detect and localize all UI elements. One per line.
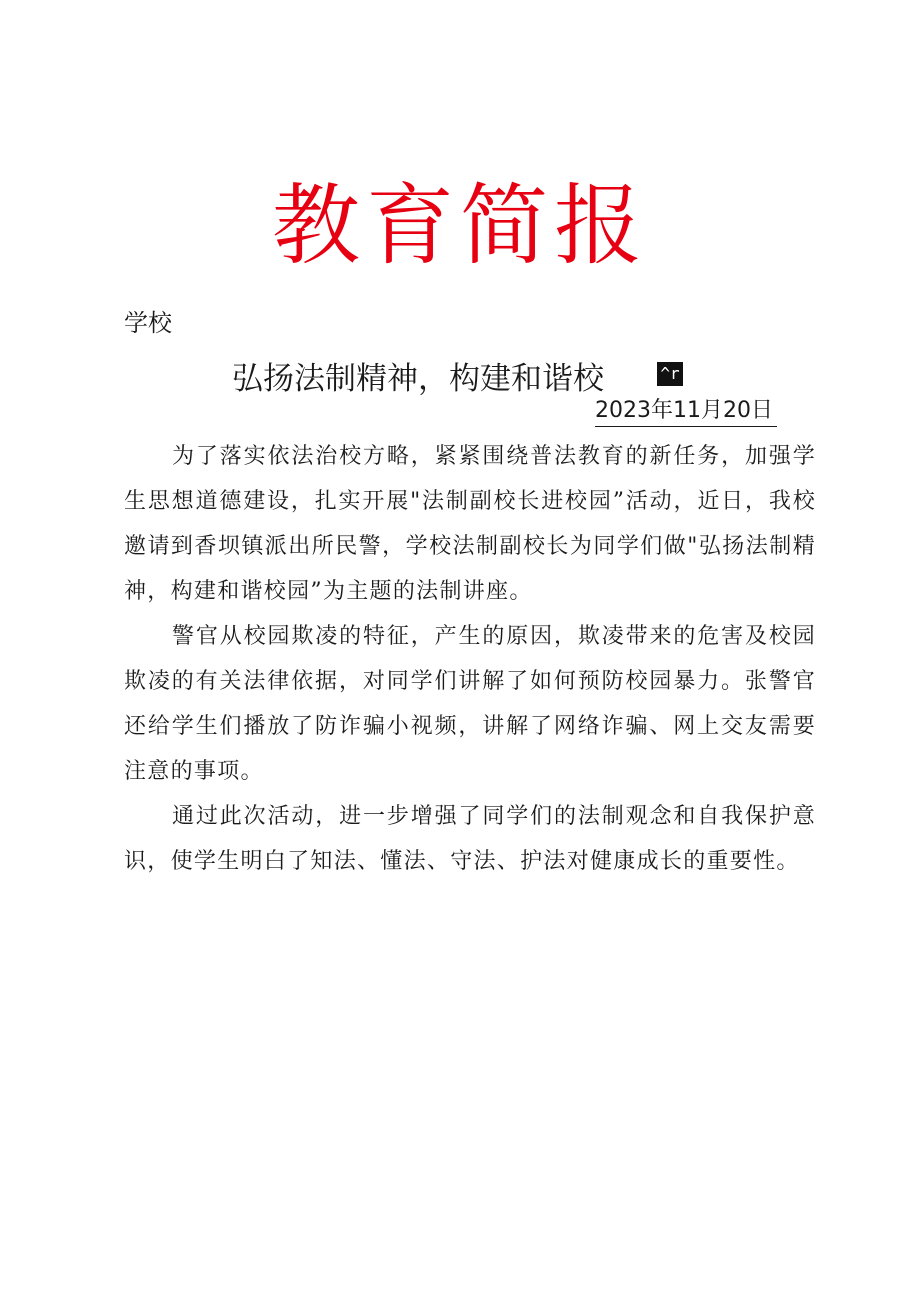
headline-mark: ^r <box>657 362 683 386</box>
article-headline: 弘扬法制精神，构建和谐校 <box>232 361 604 397</box>
masthead-title: 教育简报 <box>271 174 648 277</box>
school-label: 学校 <box>124 309 172 337</box>
article-paragraph: 为了落实依法治校方略，紧紧围绕普法教育的新任务，加强学生思想道德建设，扎实开展"法制副校长进校园”活动，近日，我校邀请到香坝镇派出所民警，学校法制副校长为同学们做"弘扬法制精神，构建和谐校园”为主题的法制讲座。 <box>124 444 816 604</box>
article-body <box>124 434 816 884</box>
article-date: 2023年11月20日 <box>595 396 777 427</box>
article-paragraph: 警官从校园欺凌的特征，产生的原因，欺凌带来的危害及校园欺凌的有关法律依据，对同学们讲解了如何预防校园暴力。张警官还给学生们播放了防诈骗小视频，讲解了网络诈骗、网上交友需要注意的事项。 <box>124 624 816 784</box>
article-paragraph: 通过此次活动，进一步增强了同学们的法制观念和自我保护意识，使学生明白了知法、懂法、守法、护法对健康成长的重要性。 <box>124 804 816 874</box>
